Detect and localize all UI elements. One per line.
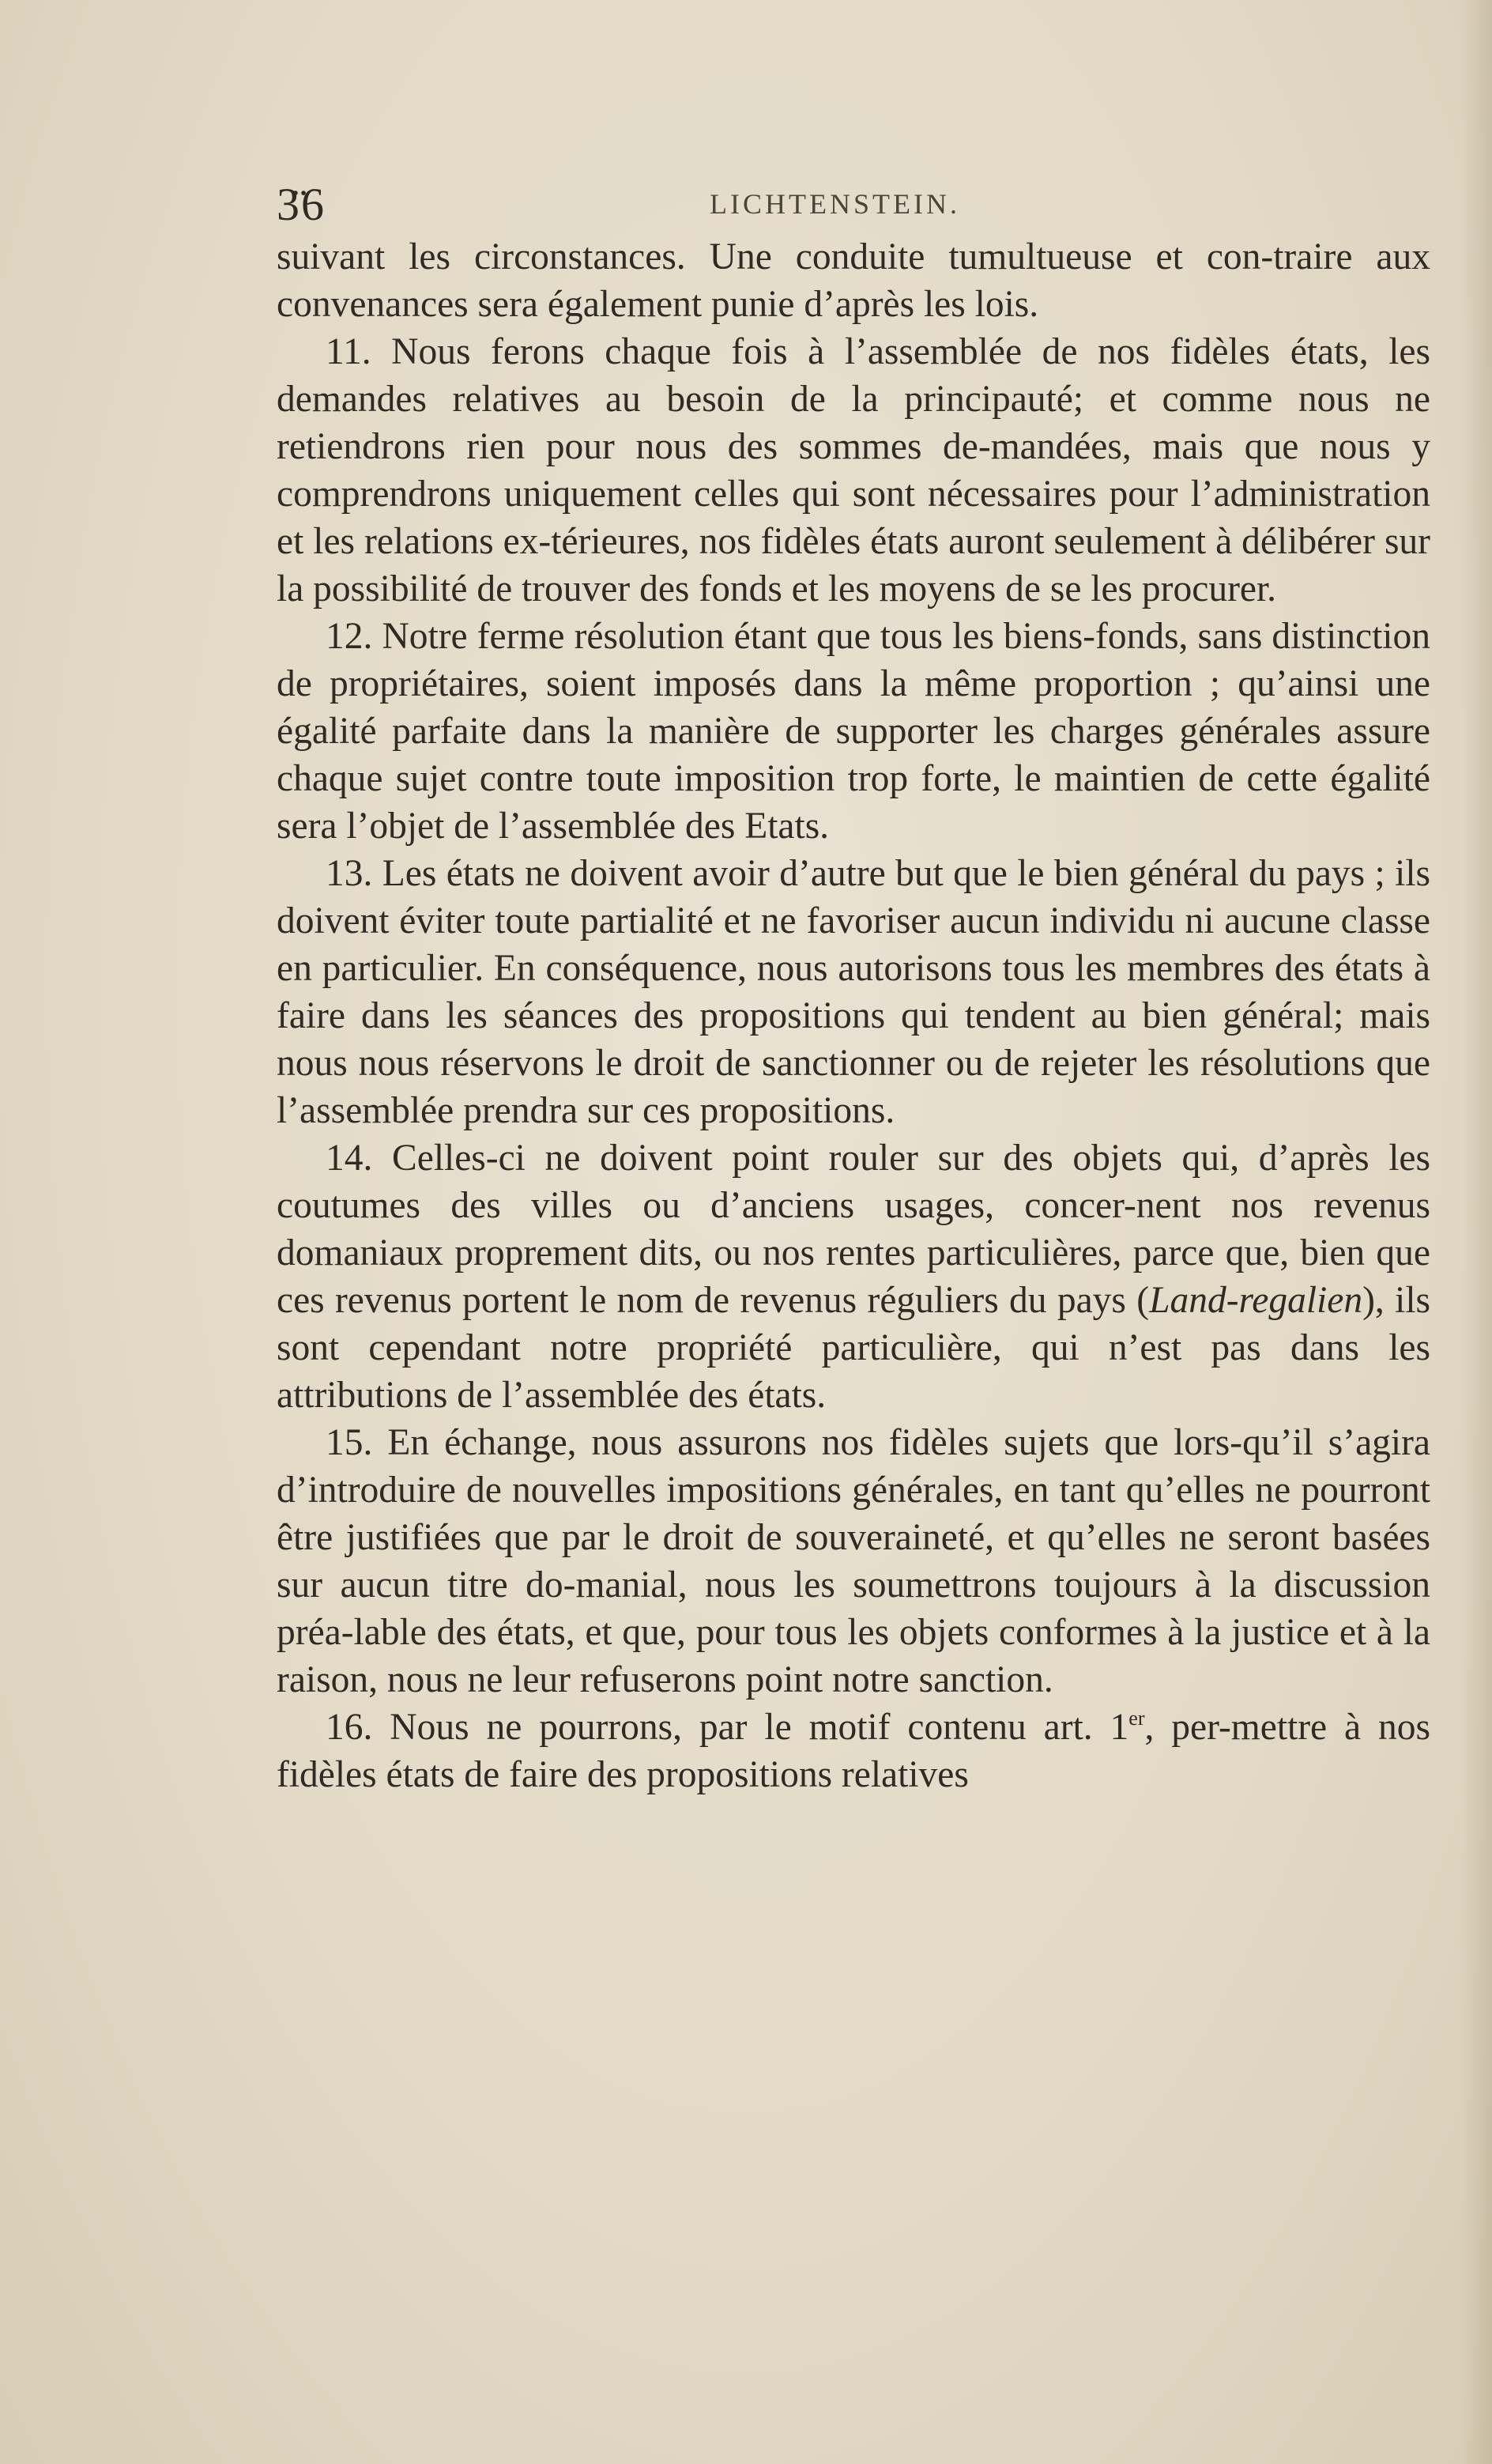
body-text bbox=[277, 233, 1430, 1798]
article-14-text-start: 14. Celles-ci ne doivent point rouler sur des objets qui, d’après les coutumes des villes ou d’anciens usages, concer-nent nos revenus domaniaux proprement dits, ou nos rentes particulières, parce que, bien que ces revenus portent le nom de revenus réguliers du pays ( bbox=[277, 1138, 1430, 1321]
article-16-text-end: , per-mettre à nos fidèles états de faire des propositions relatives bbox=[277, 1707, 1430, 1795]
paragraph-article-16 bbox=[277, 1704, 1430, 1798]
paragraph-article-11: 11. Nous ferons chaque fois à l’assemblée de nos fidèles états, les demandes relatives au besoin de la principauté; et comme nous ne retiendrons rien pour nous des sommes de-mandées, mais que nous y comprendrons uniquement celles qui sont nécessaires pour l’administration et les relations ex-térieures, nos fidèles états auront seulement à délibérer sur la possibilité de trouver des fonds et les moyens de se les procurer. bbox=[277, 331, 1430, 609]
paragraph-article-14 bbox=[277, 1134, 1430, 1419]
paragraph-continuation: suivant les circonstances. Une conduite tumultueuse et con-traire aux convenances sera également punie d’après les lois. bbox=[277, 236, 1430, 325]
running-head bbox=[277, 178, 1430, 233]
book-page bbox=[277, 178, 1430, 1798]
paragraph-article-12: 12. Notre ferme résolution étant que tous les biens-fonds, sans distinction de propriétaires, soient imposés dans la même proportion ; qu’ainsi une égalité parfaite dans la manière de supporter les charges générales assure chaque sujet contre toute imposition trop forte, le maintien de cette égalité sera l’objet de l’assemblée des Etats. bbox=[277, 616, 1430, 847]
page-edge-shadow bbox=[1460, 0, 1492, 2464]
page-number: 3̈6 bbox=[277, 179, 326, 230]
article-16-text-start: 16. Nous ne pourrons, par le motif contenu art. 1 bbox=[326, 1707, 1129, 1748]
paragraph-article-13: 13. Les états ne doivent avoir d’autre but que le bien général du pays ; ils doivent éviter toute partialité et ne favoriser aucun individu ni aucune classe en particulier. En conséquence, nous autorisons tous les membres des états à faire dans les séances des propositions qui tendent au bien général; mais nous nous réservons le droit de sanctionner ou de rejeter les résolutions que l’assemblée prendra sur ces propositions. bbox=[277, 853, 1430, 1131]
paragraph-article-15: 15. En échange, nous assurons nos fidèles sujets que lors-qu’il s’agira d’introduire de nouvelles impositions générales, en tant qu’elles ne pourront être justifiées que par le droit de souveraineté, et qu’elles ne seront basées sur aucun titre do-manial, nous les soumettrons toujours à la discussion préa-lable des états, et que, pour tous les objets conformes à la justice et à la raison, nous ne leur refuserons point notre sanction. bbox=[277, 1422, 1430, 1700]
running-title: LICHTENSTEIN. bbox=[710, 188, 960, 220]
article-14-italic-term: Land-regalien bbox=[1149, 1280, 1363, 1321]
article-14-text-end: ), ils sont cependant notre propriété particulière, qui n’est pas dans les attributions de l’assemblée des états. bbox=[277, 1280, 1430, 1416]
article-16-superscript: er bbox=[1128, 1707, 1145, 1730]
